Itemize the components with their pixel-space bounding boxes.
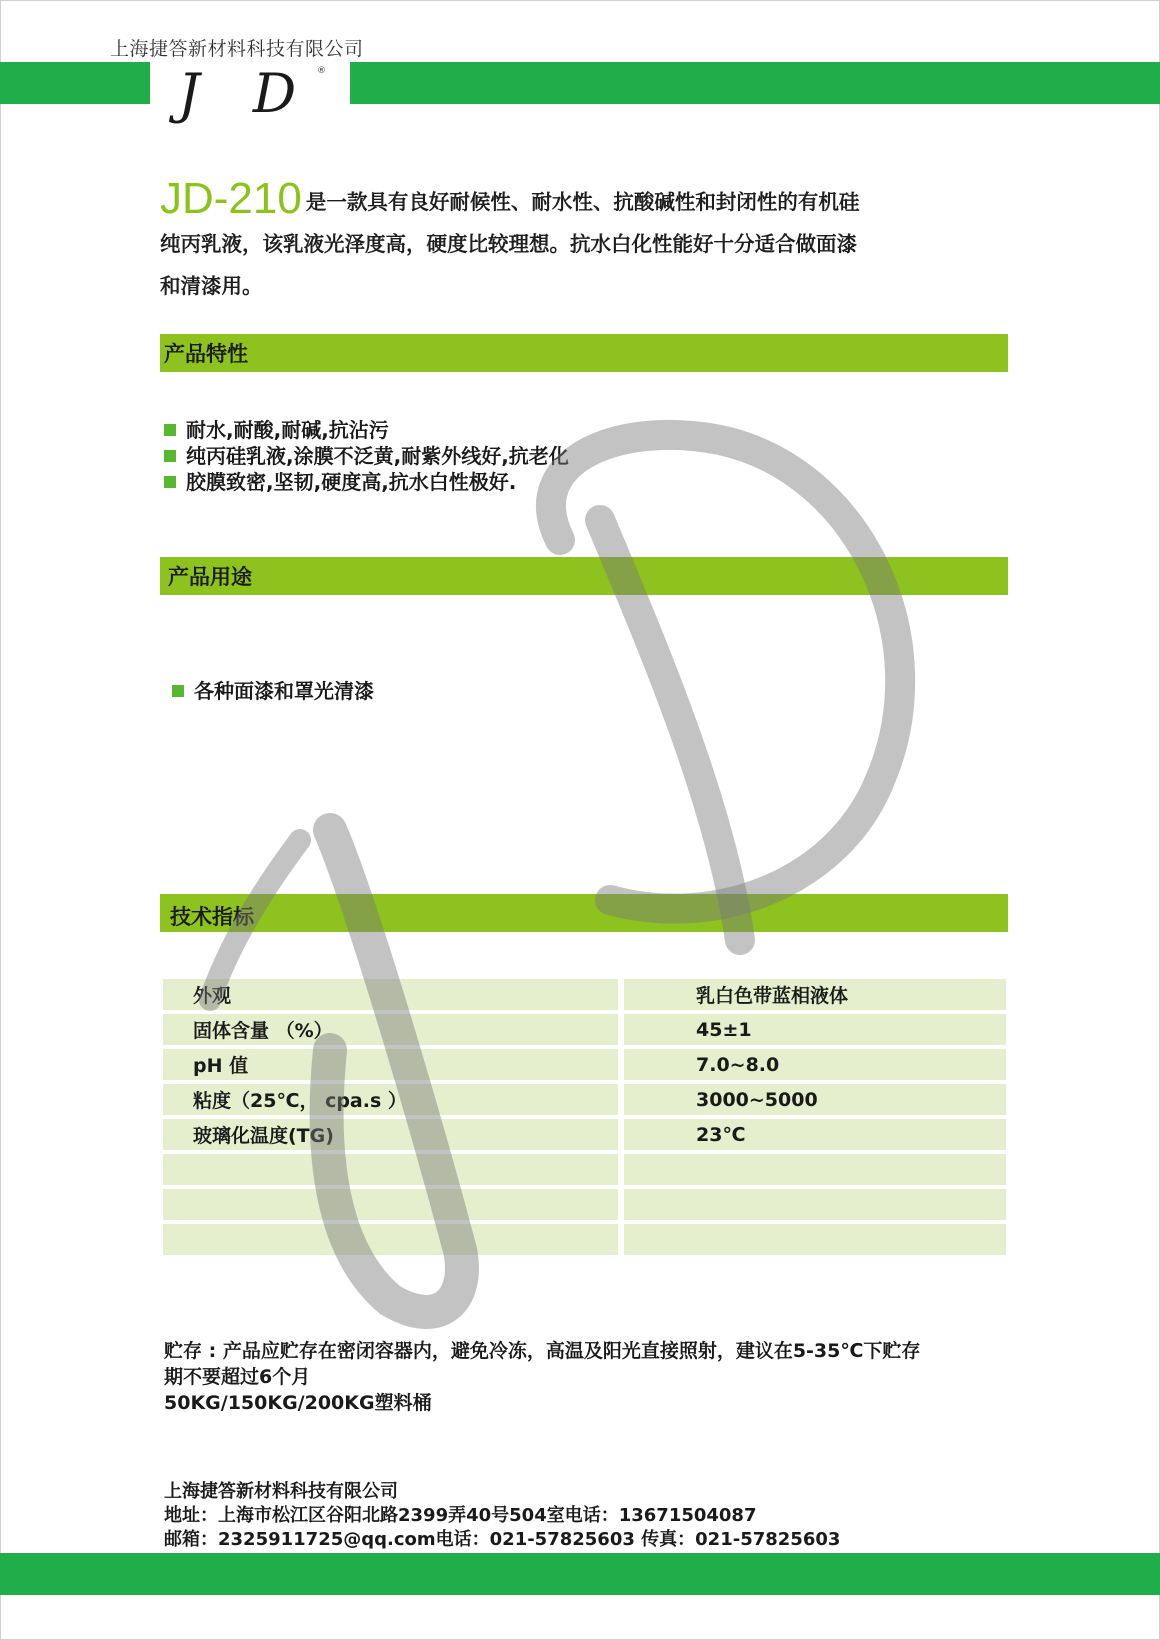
logo xyxy=(150,62,350,130)
header-company-name: 上海捷答新材料科技有限公司 xyxy=(110,38,364,60)
specs-title: 技术指标 xyxy=(170,905,254,929)
features-section-bar xyxy=(160,334,1008,372)
footer-address: 地址：上海市松江区谷阳北路2399弄40号504室电话：13671504087 xyxy=(164,1505,757,1526)
storage-line-1: 贮存 : 产品应贮存在密闭容器内，避免冷冻，高温及阳光直接照射，建议在5-35℃下贮存 xyxy=(164,1340,921,1362)
table-row xyxy=(163,1189,1006,1220)
bullet-square-icon xyxy=(164,476,176,488)
usage-list xyxy=(172,678,374,704)
footer-company: 上海捷答新材料科技有限公司 xyxy=(164,1481,398,1502)
bullet-square-icon xyxy=(164,450,176,462)
usage-section-bar xyxy=(160,557,1008,595)
footer-contact xyxy=(164,1480,840,1552)
table-row: 粘度（25℃， cpa.s ） 3000~5000 xyxy=(163,1084,1006,1115)
intro-line-2: 纯丙乳液，该乳液光泽度高，硬度比较理想。抗水白化性能好十分适合做面漆 xyxy=(160,232,857,256)
spec-table xyxy=(163,975,1006,1259)
usage-title: 产品用途 xyxy=(168,565,252,589)
table-row: 固体含量 （%） 45±1 xyxy=(163,1014,1006,1045)
footer-email: 邮箱：2325911725@qq.com电话：021-57825603 传真：021-57825603 xyxy=(164,1529,841,1550)
product-intro xyxy=(160,174,980,307)
footer-green-band xyxy=(0,1553,1160,1595)
list-item: 胶膜致密,坚韧,硬度高,抗水白性极好. xyxy=(164,469,569,495)
table-row: 外观 乳白色带蓝相液体 xyxy=(163,979,1006,1010)
packaging-line: 50KG/150KG/200KG塑料桶 xyxy=(164,1392,432,1414)
intro-line-1: 是一款具有良好耐候性、耐水性、抗酸碱性和封闭性的有机硅 xyxy=(305,190,860,214)
features-list xyxy=(164,417,569,495)
logo-text: J D xyxy=(178,62,315,125)
bullet-square-icon xyxy=(164,424,176,436)
bullet-square-icon xyxy=(172,685,184,697)
features-title: 产品特性 xyxy=(164,342,248,366)
storage-line-2: 期不要超过6个月 xyxy=(164,1366,311,1388)
list-item: 纯丙硅乳液,涂膜不泛黄,耐紫外线好,抗老化 xyxy=(164,443,569,469)
registered-mark: ® xyxy=(317,66,326,76)
specs-section-bar xyxy=(160,894,1008,932)
storage-info xyxy=(164,1338,1024,1416)
product-model: JD-210 xyxy=(160,174,302,223)
table-row xyxy=(163,1224,1006,1255)
table-row xyxy=(163,1154,1006,1185)
table-row: 玻璃化温度(TG) 23℃ xyxy=(163,1119,1006,1150)
list-item: 耐水,耐酸,耐碱,抗沾污 xyxy=(164,417,569,443)
intro-line-3: 和清漆用。 xyxy=(160,274,263,298)
list-item: 各种面漆和罩光清漆 xyxy=(172,678,374,704)
table-row: pH 值 7.0~8.0 xyxy=(163,1049,1006,1080)
